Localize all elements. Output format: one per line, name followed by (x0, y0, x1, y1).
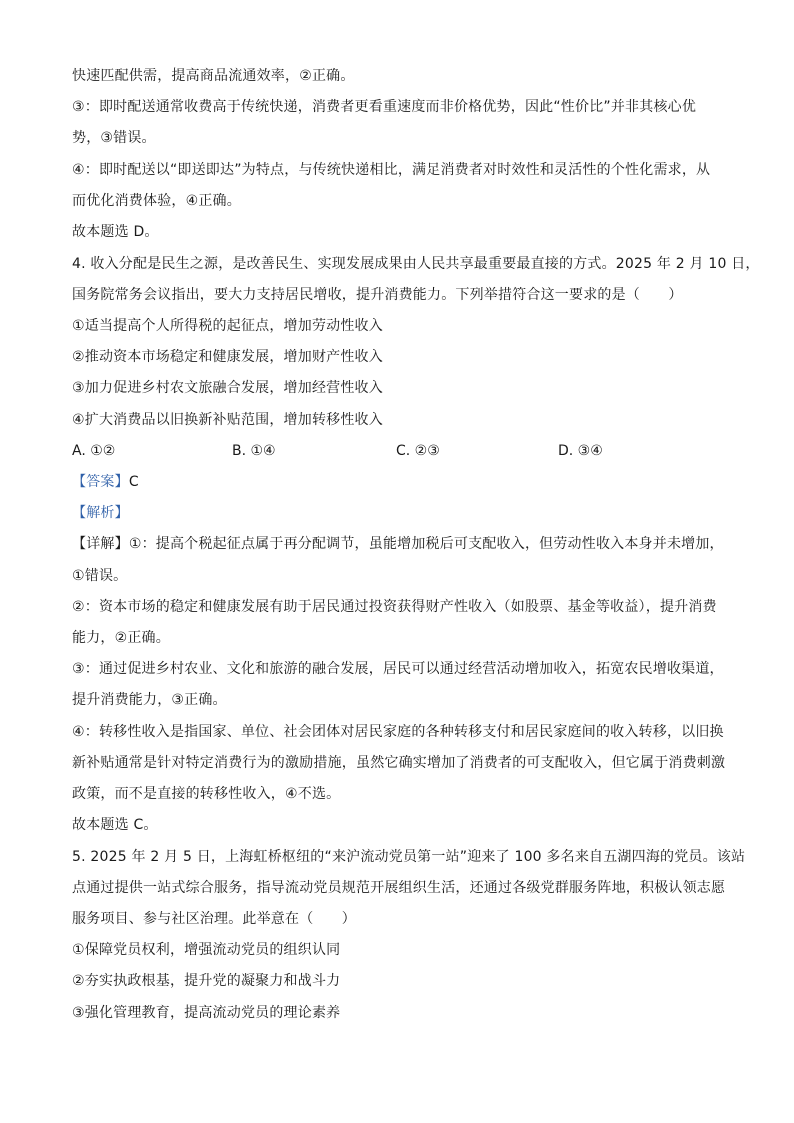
question-stem: 4. 收入分配是民生之源，是改善民生、实现发展成果由人民共享最重要最直接的方式。2025 年 2 月 10 日， (72, 256, 760, 272)
option-a: A. ①② (72, 443, 116, 459)
question-stem: 点通过提供一站式综合服务，指导流动党员规范开展组织生活，还通过各级党群服务阵地，积极认领志愿 (72, 880, 726, 896)
choice-statement: ③加力促进乡村农文旅融合发展，增加经营性收入 (72, 380, 383, 396)
choice-statement: ①保障党员权利，增强流动党员的组织认同 (72, 942, 341, 958)
detail-line (72, 534, 732, 554)
detail-text: ①：提高个税起征点属于再分配调节，虽能增加税后可支配收入，但劳动性收入本身并未增加， (128, 536, 724, 552)
question-stem: 5. 2025 年 2 月 5 日，上海虹桥枢纽的“来沪流动党员第一站”迎来了 100 多名来自五湖四海的党员。该站 (72, 849, 746, 865)
text-line: ①错误。 (72, 568, 128, 584)
option-d: D. ③④ (558, 443, 603, 459)
question-stem: 服务项目、参与社区治理。此举意在（ ） (72, 911, 356, 927)
detail-tag: 【详解】 (72, 536, 129, 552)
text-line: 能力，②正确。 (72, 630, 170, 646)
text-line: ③：通过促进乡村农业、文化和旅游的融合发展，居民可以通过经营活动增加收入，拓宽农民增收渠道， (72, 661, 724, 677)
text-line: ④：即时配送以“即送即达”为特点，与传统快递相比，满足消费者对时效性和灵活性的个性化需求，从 (72, 162, 711, 178)
text-line: ④：转移性收入是指国家、单位、社会团体对居民家庭的各种转移支付和居民家庭间的收入转移，以旧换 (72, 724, 724, 740)
choice-statement: ③强化管理教育，提高流动党员的理论素养 (72, 1005, 341, 1021)
analysis-tag: 【解析】 (72, 505, 129, 521)
text-line: 而优化消费体验，④正确。 (72, 193, 241, 209)
answer-options (72, 441, 732, 461)
option-c: C. ②③ (396, 443, 440, 459)
choice-statement: ②夯实执政根基，提升党的凝聚力和战斗力 (72, 973, 341, 989)
text-line: 故本题选 D。 (72, 224, 159, 240)
answer-line (72, 472, 732, 492)
choice-statement: ④扩大消费品以旧换新补贴范围，增加转移性收入 (72, 412, 383, 428)
text-line: 势，③错误。 (72, 130, 156, 146)
text-line: 新补贴通常是针对特定消费行为的激励措施，虽然它确实增加了消费者的可支配收入，但它属于消费刺激 (72, 755, 726, 771)
choice-statement: ①适当提高个人所得税的起征点，增加劳动性收入 (72, 318, 383, 334)
choice-statement: ②推动资本市场稳定和健康发展，增加财产性收入 (72, 349, 383, 365)
option-b: B. ①④ (232, 443, 276, 459)
answer-tag: 【答案】 (72, 474, 129, 490)
text-line: 提升消费能力，③正确。 (72, 692, 227, 708)
analysis-line (72, 503, 732, 523)
text-line: 政策，而不是直接的转移性收入，④不选。 (72, 786, 341, 802)
text-line: ②：资本市场的稳定和健康发展有助于居民通过投资获得财产性收入（如股票、基金等收益），提升消费 (72, 599, 717, 615)
question-stem: 国务院常务会议指出，要大力支持居民增收，提升消费能力。下列举措符合这一要求的是（ ） (72, 287, 683, 303)
text-line: 快速匹配供需，提高商品流通效率，②正确。 (72, 68, 355, 84)
text-line: ③：即时配送通常收费高于传统快递，消费者更看重速度而非价格优势，因此“性价比”并非其核心优 (72, 99, 697, 115)
answer-value: C (128, 474, 139, 490)
text-line: 故本题选 C。 (72, 817, 158, 833)
